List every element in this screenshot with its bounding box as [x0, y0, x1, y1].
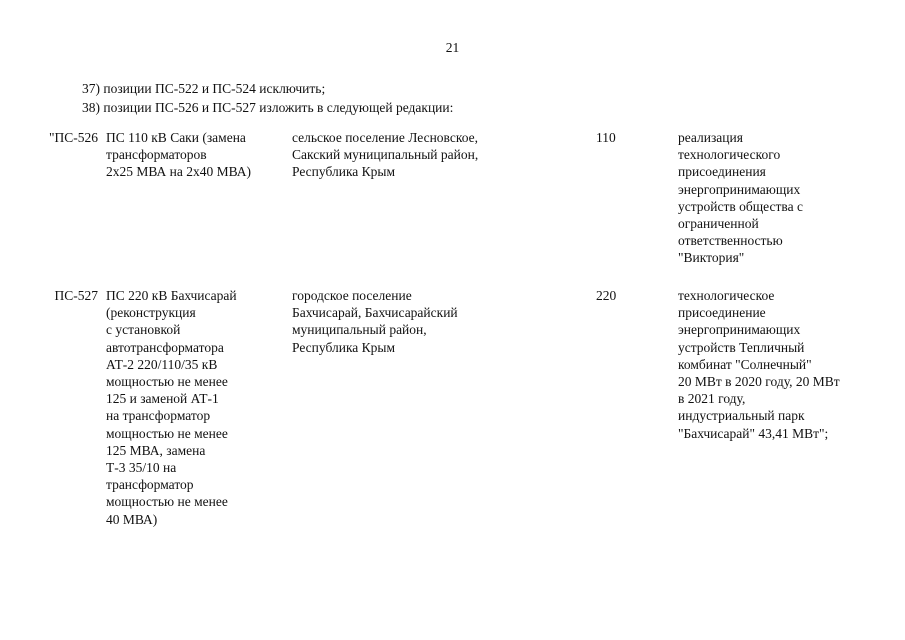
substation-location: сельское поселение Лесновское, Сакский муниципальный район, Республика Крым: [292, 130, 479, 180]
substation-name: ПС 220 кВ Бахчисарай (реконструкция с установкой автотрансформатора АТ-2 220/110/35 кВ мощностью не менее 125 и заменой АТ-1 на трансформатор мощностью не менее 125 МВА, замена Т-3 35/10 на трансформатор мощностью не менее 40 МВА): [106, 288, 237, 527]
substation-voltage: 110: [596, 130, 616, 145]
substation-code: ПС-527: [54, 288, 98, 303]
substation-name: ПС 110 кВ Саки (замена трансформаторов 2х25 МВА на 2х40 МВА): [106, 130, 252, 180]
substation-voltage: 220: [596, 288, 617, 303]
construction-reason: реализация технологического присоединения энергопринимающих устройств общества с ограниченной ответственностью "Виктория": [678, 130, 803, 266]
page-number: 21: [445, 40, 460, 55]
paragraph-item-37: 37) позиции ПС-522 и ПС-524 исключить;: [82, 81, 326, 96]
construction-reason: технологическое присоединение энергопринимающих устройств Тепличный комбинат "Солнечный" 20 МВт в 2020 году, 20 МВт в 2021 году, индустриальный парк "Бахчисарай" 43,41 МВт";: [678, 288, 840, 441]
paragraph-item-38: 38) позиции ПС-526 и ПС-527 изложить в следующей редакции:: [82, 100, 454, 115]
substation-location: городское поселение Бахчисарай, Бахчисарайский муниципальный район, Республика Крым: [292, 288, 458, 355]
substation-code: "ПС-526: [48, 130, 98, 145]
